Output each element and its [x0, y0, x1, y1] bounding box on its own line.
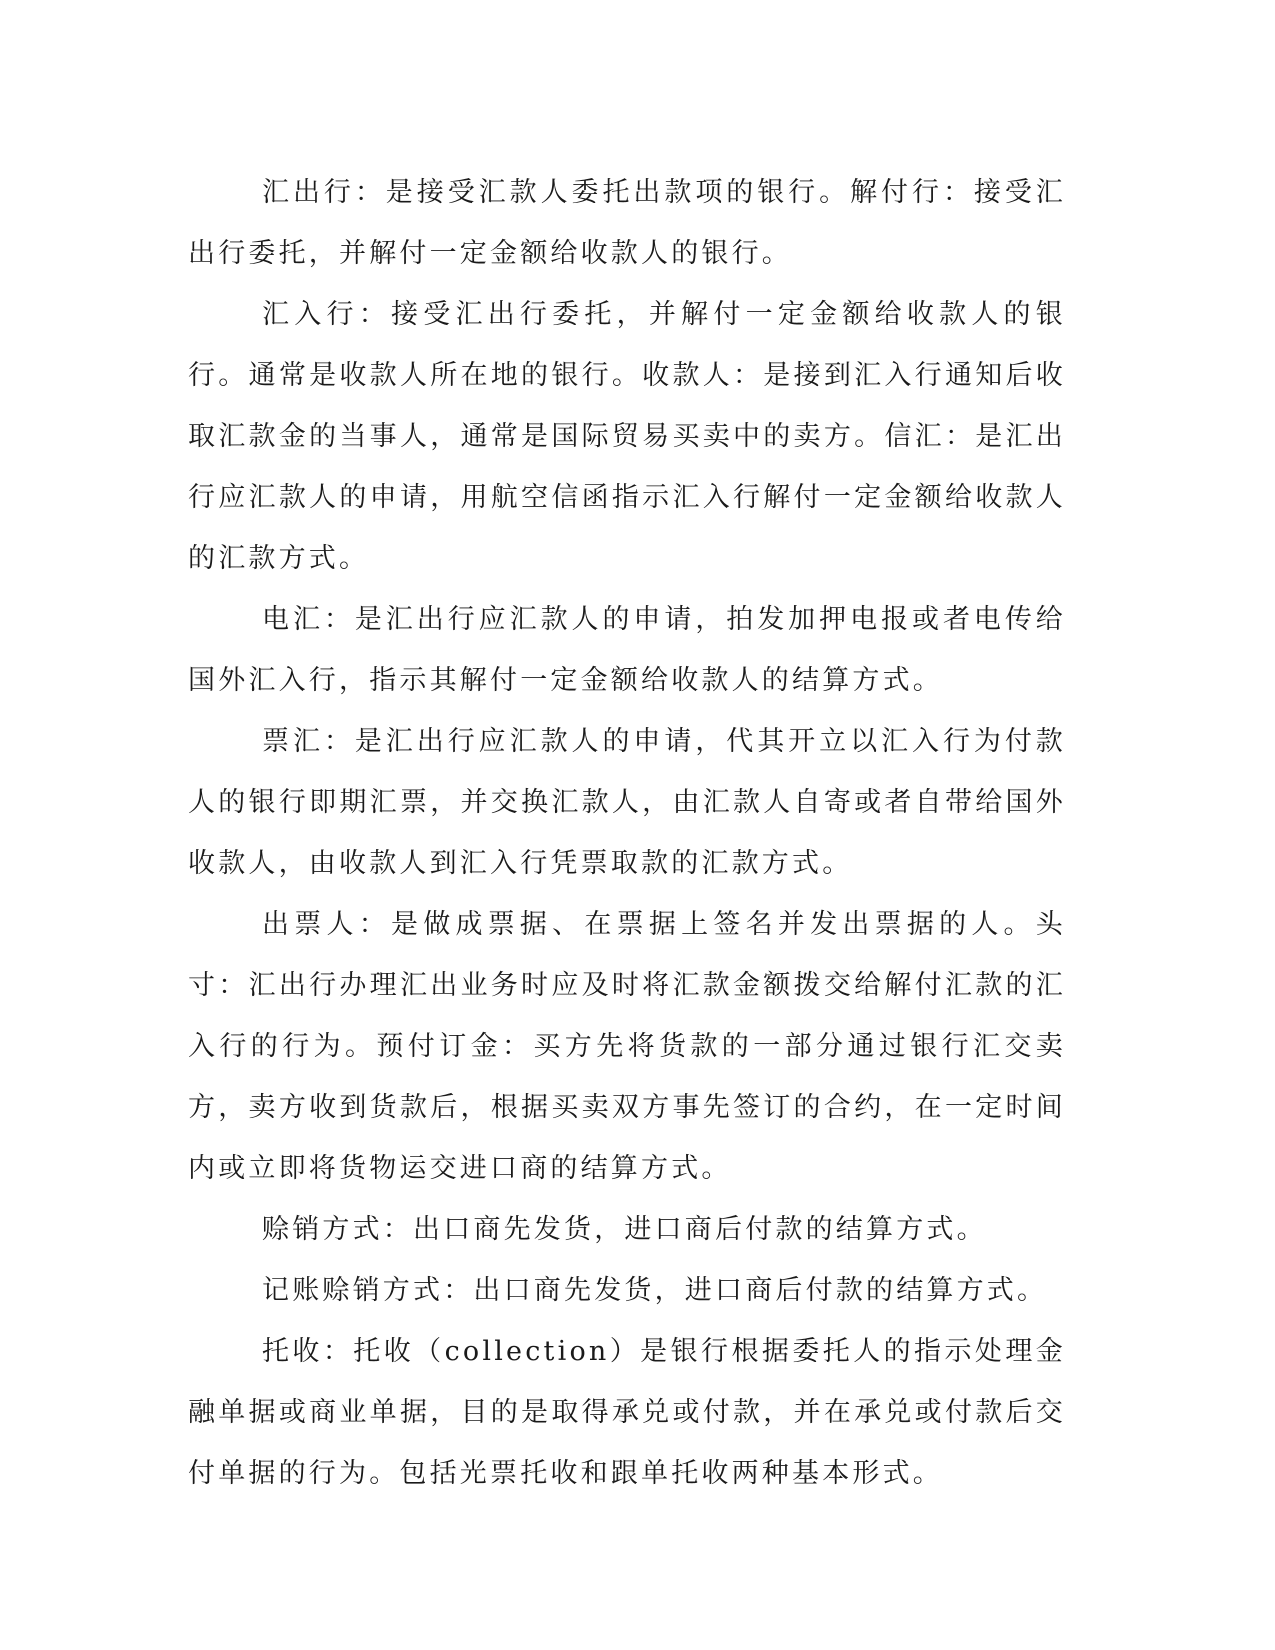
paragraph-demand-draft: 票汇：是汇出行应汇款人的申请，代其开立以汇入行为付款人的银行即期汇票，并交换汇款人，由汇款人自寄或者自带给国外收款人，由收款人到汇入行凭票取款的汇款方式。: [188, 726, 1066, 879]
paragraph-collection: 托收：托收（collection）是银行根据委托人的指示处理金融单据或商业单据，目的是取得承兑或付款，并在承兑或付款后交付单据的行为。包括光票托收和跟单托收两种基本形式。: [188, 1336, 1066, 1489]
paragraph-receiving-bank: 汇入行：接受汇出行委托，并解付一定金额给收款人的银行。通常是收款人所在地的银行。收款人：是接到汇入行通知后收取汇款金的当事人，通常是国际贸易买卖中的卖方。信汇：是汇出行应汇款人的申请，用航空信函指示汇入行解付一定金额给收款人的汇款方式。: [188, 299, 1066, 574]
document-body: [188, 162, 1066, 1504]
paragraph-open-account: 赊销方式：出口商先发货，进口商后付款的结算方式。: [262, 1214, 987, 1245]
paragraph-book-account: 记账赊销方式：出口商先发货，进口商后付款的结算方式。: [262, 1275, 1048, 1306]
paragraph-telegraphic-transfer: 电汇：是汇出行应汇款人的申请，拍发加押电报或者电传给国外汇入行，指示其解付一定金额给收款人的结算方式。: [188, 604, 1066, 696]
paragraph-drawer: 出票人：是做成票据、在票据上签名并发出票据的人。头寸：汇出行办理汇出业务时应及时将汇款金额拨交给解付汇款的汇入行的行为。预付订金：买方先将货款的一部分通过银行汇交卖方，卖方收到货款后，根据买卖双方事先签订的合约，在一定时间内或立即将货物运交进口商的结算方式。: [188, 909, 1066, 1184]
paragraph-remitting-bank: 汇出行：是接受汇款人委托出款项的银行。解付行：接受汇出行委托，并解付一定金额给收款人的银行。: [188, 177, 1066, 269]
